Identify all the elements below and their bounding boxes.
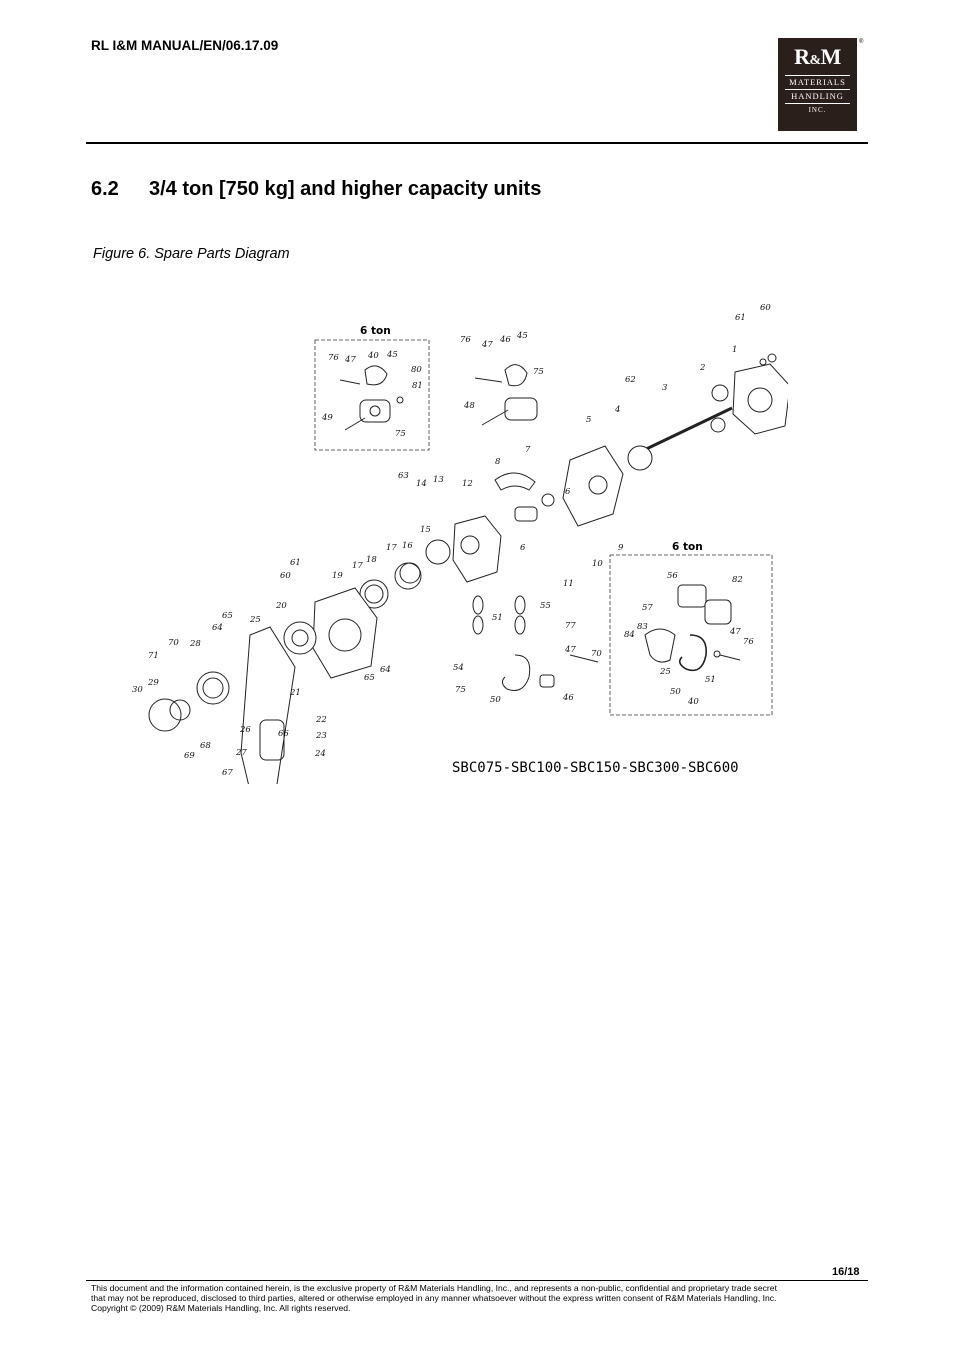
svg-text:47: 47 — [565, 645, 576, 655]
svg-text:25: 25 — [660, 667, 671, 677]
svg-text:7: 7 — [525, 445, 531, 455]
svg-text:9: 9 — [618, 543, 624, 553]
svg-text:21: 21 — [290, 688, 301, 698]
svg-text:64: 64 — [212, 623, 223, 633]
svg-text:65: 65 — [222, 611, 233, 621]
svg-text:16: 16 — [402, 541, 413, 551]
inset-6ton-right — [610, 541, 772, 715]
svg-text:14: 14 — [416, 479, 427, 489]
svg-text:75: 75 — [455, 685, 466, 695]
svg-text:65: 65 — [364, 673, 375, 683]
svg-text:17: 17 — [352, 561, 363, 571]
svg-text:6: 6 — [565, 487, 571, 497]
header-divider — [86, 142, 868, 144]
svg-text:25: 25 — [250, 615, 261, 625]
svg-text:29: 29 — [148, 678, 159, 688]
svg-text:1: 1 — [732, 345, 738, 355]
svg-text:15: 15 — [420, 525, 431, 535]
svg-text:24: 24 — [315, 749, 326, 759]
svg-text:47: 47 — [482, 340, 493, 350]
svg-text:55: 55 — [540, 601, 551, 611]
svg-text:13: 13 — [433, 475, 444, 485]
svg-text:27: 27 — [236, 748, 247, 758]
logo-line-handling: HANDLING — [791, 91, 844, 101]
section-heading — [91, 178, 541, 201]
svg-text:61: 61 — [290, 558, 301, 568]
logo-line-materials: MATERIALS — [789, 77, 846, 87]
svg-text:26: 26 — [240, 725, 251, 735]
svg-text:47: 47 — [345, 355, 356, 365]
svg-text:6: 6 — [520, 543, 526, 553]
page-number: 16/18 — [832, 1266, 860, 1278]
svg-text:68: 68 — [200, 741, 211, 751]
svg-text:81: 81 — [412, 381, 423, 391]
svg-text:2: 2 — [700, 363, 706, 373]
svg-text:47: 47 — [730, 627, 741, 637]
inset-top-label: 6 ton — [360, 325, 391, 337]
svg-text:28: 28 — [190, 639, 201, 649]
svg-text:50: 50 — [670, 687, 681, 697]
svg-text:12: 12 — [462, 479, 473, 489]
svg-text:23: 23 — [316, 731, 327, 741]
svg-text:69: 69 — [184, 751, 195, 761]
document-code: RL I&M MANUAL/EN/06.17.09 — [91, 38, 279, 53]
svg-text:4: 4 — [615, 405, 621, 415]
registered-mark: ® — [859, 39, 864, 45]
spare-parts-diagram — [120, 300, 788, 784]
svg-text:17: 17 — [386, 543, 397, 553]
svg-text:3: 3 — [662, 383, 668, 393]
svg-text:10: 10 — [592, 559, 603, 569]
main-assembly — [149, 354, 788, 784]
svg-text:60: 60 — [280, 571, 291, 581]
logo-line-inc: INC. — [808, 106, 827, 114]
svg-text:80: 80 — [411, 365, 422, 375]
figure-caption: Figure 6. Spare Parts Diagram — [93, 246, 290, 262]
svg-text:56: 56 — [667, 571, 678, 581]
svg-text:50: 50 — [490, 695, 501, 705]
svg-text:5: 5 — [586, 415, 592, 425]
svg-text:60: 60 — [760, 303, 771, 313]
svg-text:46: 46 — [500, 335, 511, 345]
svg-text:40: 40 — [368, 351, 379, 361]
svg-text:51: 51 — [705, 675, 716, 685]
svg-text:76: 76 — [743, 637, 754, 647]
svg-text:8: 8 — [495, 457, 501, 467]
svg-text:70: 70 — [591, 649, 602, 659]
svg-text:48: 48 — [464, 401, 475, 411]
svg-text:70: 70 — [168, 638, 179, 648]
svg-text:19: 19 — [332, 571, 343, 581]
svg-text:11: 11 — [563, 579, 574, 589]
svg-text:18: 18 — [366, 555, 377, 565]
section-title: 3/4 ton [750 kg] and higher capacity units — [149, 178, 542, 200]
svg-text:45: 45 — [517, 331, 528, 341]
svg-text:30: 30 — [132, 685, 143, 695]
svg-text:54: 54 — [453, 663, 464, 673]
svg-text:20: 20 — [276, 601, 287, 611]
svg-text:76: 76 — [328, 353, 339, 363]
svg-text:51: 51 — [492, 613, 503, 623]
svg-text:83: 83 — [637, 622, 648, 632]
inset-right-label: 6 ton — [672, 541, 703, 553]
svg-text:77: 77 — [565, 621, 576, 631]
footer-line-1: This document and the information contained herein, is the exclusive property of R&M Materials Handling, Inc., and represents a non-public, confidential and proprietary trade secret — [91, 1283, 777, 1293]
svg-text:76: 76 — [460, 335, 471, 345]
svg-text:75: 75 — [533, 367, 544, 377]
footer-divider — [86, 1280, 868, 1281]
svg-text:62: 62 — [625, 375, 636, 385]
svg-text:49: 49 — [322, 413, 333, 423]
svg-text:67: 67 — [222, 768, 233, 778]
section-number: 6.2 — [91, 178, 119, 200]
footer-disclaimer — [91, 1283, 871, 1313]
svg-text:64: 64 — [380, 665, 391, 675]
svg-text:75: 75 — [395, 429, 406, 439]
footer-line-3: Copyright © (2009) R&M Materials Handling, Inc. All rights reserved. — [91, 1303, 351, 1313]
svg-text:66: 66 — [278, 729, 289, 739]
svg-text:45: 45 — [387, 350, 398, 360]
logo-wordmark: R&M — [794, 44, 841, 69]
svg-text:57: 57 — [642, 603, 653, 613]
svg-text:71: 71 — [148, 651, 159, 661]
svg-text:61: 61 — [735, 313, 746, 323]
svg-text:46: 46 — [563, 693, 574, 703]
company-logo — [778, 38, 857, 131]
svg-text:63: 63 — [398, 471, 409, 481]
svg-text:22: 22 — [316, 715, 327, 725]
model-list: SBC075-SBC100-SBC150-SBC300-SBC600 — [452, 760, 739, 776]
svg-text:82: 82 — [732, 575, 743, 585]
svg-text:40: 40 — [688, 697, 699, 707]
svg-text:84: 84 — [624, 630, 635, 640]
footer-line-2: that may not be reproduced, disclosed to third parties, altered or otherwise employed in any manner whatsoever without the express written consent of R&M Materials Handling, Inc. — [91, 1293, 777, 1303]
